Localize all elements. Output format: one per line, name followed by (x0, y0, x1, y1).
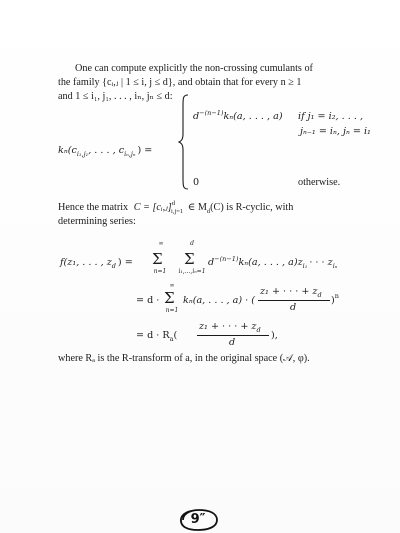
series-lhs-sub: d (111, 262, 116, 270)
series-term-1-exp: −(n−1) (214, 255, 239, 263)
sum-1-sigma: Σ (152, 250, 163, 268)
series-lhs-end: ) = (117, 257, 133, 268)
page-number (175, 508, 221, 532)
paragraph-2-matrix: C = [cᵢ,ⱼ] (133, 202, 172, 213)
cases-lhs-end: ) = (137, 145, 153, 156)
series-line-3-denominator: d (229, 337, 236, 348)
series-line-2-close-paren: ) (331, 295, 335, 306)
series-lhs (60, 257, 133, 269)
series-line-2-denominator: d (290, 302, 297, 313)
cases-lhs-mid: , . . . , c (88, 145, 125, 156)
series-line-2-close (331, 292, 339, 307)
sum-2-sigma: Σ (184, 250, 195, 268)
case-2-condition: otherwise. (298, 177, 341, 188)
paragraph-2-line-1 (58, 201, 293, 214)
series-term-1-d: d (208, 257, 215, 268)
sum-2-top: d (190, 240, 194, 247)
sum-2-bottom: i₁,...,iₙ=1 (178, 268, 206, 275)
series-line-2-sum-bottom: n=1 (165, 307, 179, 314)
series-line-2-term: kₙ(a, . . . , a) · ( (183, 295, 256, 306)
case-1-condition: if j₁ = i₂, . . . , (298, 111, 363, 122)
series-line-2-power: n (334, 292, 339, 300)
paragraph-2-element-of: ∈ M (187, 202, 207, 213)
series-line-2-num-text: z₁ + · · · + z (260, 286, 318, 297)
case-1-value-rest: kₙ(a, . . . , a) (223, 111, 283, 122)
series-line-2-sigma: Σ (164, 289, 175, 307)
series-line-2-eq (136, 295, 159, 307)
series-line-3-num-sub: d (256, 326, 261, 334)
paragraph-1-line-3: and 1 ≤ i₁, j₁, . . . , iₙ, jₙ ≤ d: (58, 91, 173, 102)
series-term-1-dots: · · · z (309, 257, 333, 268)
cases-lhs-start: kₙ(c (58, 145, 77, 156)
paragraph-2-line-2: determining series: (58, 216, 136, 227)
series-line-3-num-text: z₁ + · · · + z (199, 321, 257, 332)
page-number-text: 9″ (190, 512, 206, 527)
case-1-value (193, 111, 283, 123)
paragraph-2-text-a: Hence the matrix (58, 202, 129, 213)
paragraph-2-matrix-sup: d (171, 200, 176, 207)
series-line-3-eq (136, 330, 177, 342)
series-lhs-start: f(z₁, . . . , z (60, 257, 112, 268)
series-line-2-num-sub: d (317, 291, 322, 299)
paragraph-2-md-sub: d (206, 208, 211, 215)
left-brace (178, 94, 190, 190)
series-line-2-numerator (260, 286, 322, 298)
cases-lhs-sub-1: i₁,j₁ (76, 150, 89, 158)
series-line-2-sum-top: ∞ (169, 282, 175, 289)
case-2-value: 0 (193, 177, 200, 188)
case-1-exponent: −(n−1) (199, 109, 224, 117)
sum-1-bottom: n=1 (153, 268, 167, 275)
series-line-2-fraction-bar (258, 300, 330, 301)
series-line-3-open: ( (173, 330, 178, 341)
series-term-1-sub-1: i₁ (302, 262, 308, 270)
series-line-3-close: ), (271, 330, 278, 341)
paragraph-2-text-c: (C) is R-cyclic, with (210, 202, 294, 213)
series-term-1 (208, 257, 337, 269)
paragraph-1-line-2: the family {cᵢ,ⱼ | 1 ≤ i, j ≤ d}, and obtain that for every n ≥ 1 (58, 77, 302, 88)
cases-lhs-sub-2: iₙ,jₙ (124, 150, 136, 158)
case-1-d: d (193, 111, 200, 122)
paragraph-1-line-1: One can compute explicitly the non-crossing cumulants of (75, 63, 313, 74)
series-line-2-eq-text: = d · (136, 295, 160, 306)
sum-1-top: ∞ (158, 240, 164, 247)
series-term-1-rest: kₙ(a, . . . , a)z (238, 257, 303, 268)
series-line-3-fraction-bar (197, 335, 269, 336)
series-line-3-sub: a (169, 335, 174, 343)
series-line-3-eq-text: = d · R (136, 330, 170, 341)
cases-lhs (58, 145, 152, 157)
case-1-condition-cont: jₙ₋₁ = iₙ, jₙ = i₁ (300, 126, 371, 137)
series-line-3-numerator (199, 321, 261, 333)
series-term-1-sub-2: iₙ (332, 262, 338, 270)
paragraph-3-line-1: where Rₐ is the R-transform of a, in the original space (𝒜, φ). (58, 353, 310, 364)
paragraph-2-matrix-sub: i,j=1 (171, 208, 184, 215)
